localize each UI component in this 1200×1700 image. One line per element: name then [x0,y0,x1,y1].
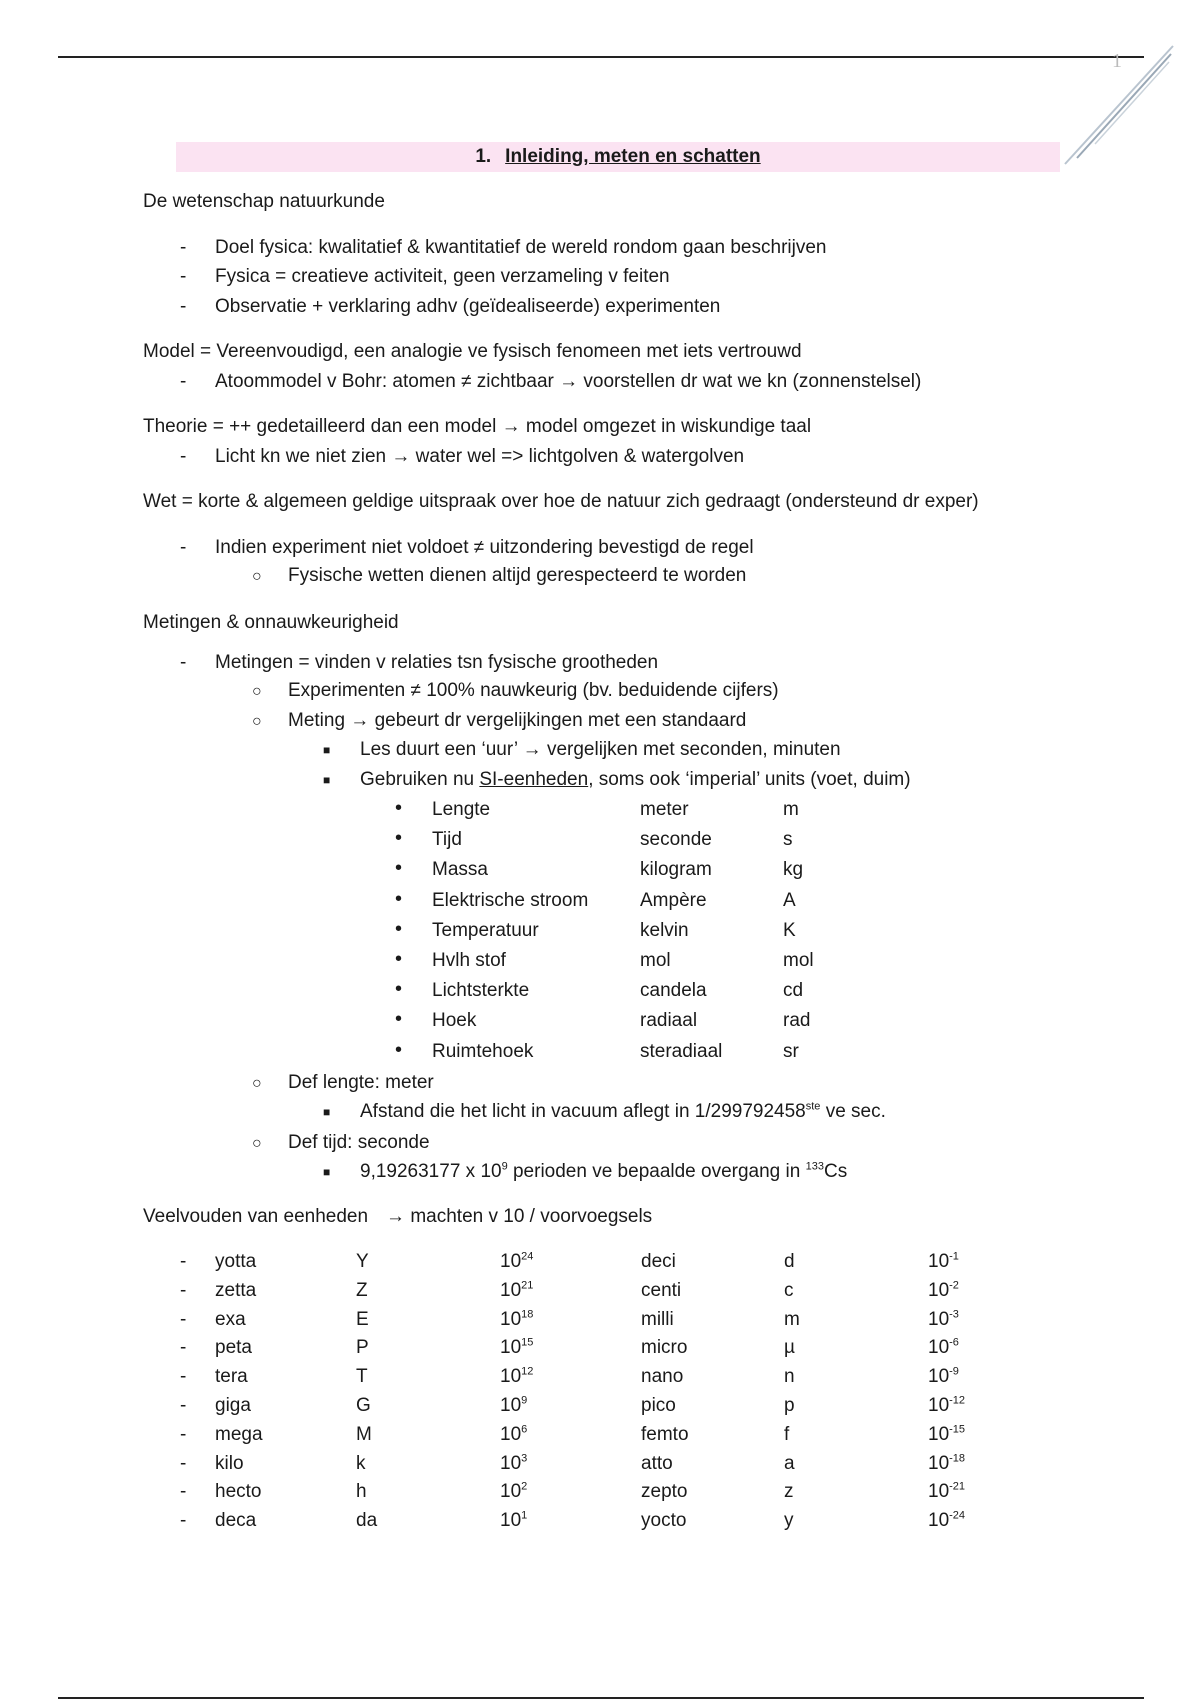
prefix-power [500,1481,527,1503]
power-base: 10 [928,1510,950,1532]
cs-sup: 133 [805,1160,824,1173]
list-item: Indien experiment niet voldoet ≠ uitzondering bevestigd de regel [215,537,754,558]
prefix-power [500,1280,533,1302]
prefix-name-small: milli [641,1308,674,1330]
dash-bullet: - [180,371,187,392]
si-unit-name: Ampère [640,889,707,911]
round-bullet: • [395,948,403,970]
si-unit-name: radiaal [640,1010,698,1032]
prefix-name-small: pico [641,1395,676,1416]
power-base: 10 [500,1366,522,1388]
prefix-name-small: femto [641,1423,689,1445]
dash-bullet: - [180,266,187,287]
power-exponent: 24 [521,1250,534,1263]
dash-bullet: - [180,1395,187,1416]
power-exponent: 18 [521,1308,534,1321]
veelvouden-title: Veelvouden van eenheden [143,1206,369,1227]
chapter-number: 1. [475,146,492,167]
gebruik-text-a: Gebruiken nu [360,769,480,790]
prefix-power [500,1309,533,1331]
prefix-power-small [928,1280,959,1302]
power-base: 10 [928,1337,950,1359]
square-bullet: ■ [323,1165,331,1179]
dash-bullet: - [180,1452,187,1474]
circle-bullet: ○ [252,713,262,730]
cs-exp: 9 [501,1160,508,1173]
prefix-symbol-small: a [784,1452,795,1474]
header-rule [58,56,1144,58]
si-unit-name: mol [640,950,671,971]
prefix-symbol: E [356,1308,369,1330]
prefix-name-small: centi [641,1279,682,1301]
prefix-name-small: nano [641,1366,684,1388]
si-quantity: Lengte [432,799,491,820]
prefix-power [500,1337,533,1359]
si-unit-name: seconde [640,829,712,851]
theorie-line: Theorie = ++ gedetailleerd dan een model → model omgezet in wiskundige taal [143,416,812,437]
list-item: Doel fysica: kwalitatief & kwantitatief de wereld rondom gaan beschrijven [215,237,827,258]
prefix-symbol-small: c [784,1279,794,1301]
round-bullet: • [395,857,403,880]
power-base: 10 [928,1308,950,1330]
section-title: De wetenschap natuurkunde [143,191,385,212]
list-subsubitem [360,1101,886,1123]
cs-text-a: 9,19263177 x 10 [360,1161,502,1182]
round-bullet: • [395,978,403,1001]
prefix-power-small [928,1395,965,1417]
si-unit-symbol: mol [783,950,814,971]
prefix-symbol: M [356,1423,372,1445]
prefix-power [500,1510,527,1532]
dash-bullet: - [180,296,187,317]
prefix-name-small: micro [641,1337,688,1359]
prefix-name: exa [215,1308,246,1330]
si-unit-symbol: s [783,829,793,851]
list-subitem: Experimenten ≠ 100% nauwkeurig (bv. beduidende cijfers) [288,680,779,701]
si-quantity: Ruimtehoek [432,1040,534,1062]
cs-text-b: perioden ve bepaalde overgang in [507,1161,806,1182]
gebruik-text-b: , soms ook ‘imperial’ units (voet, duim) [588,769,911,790]
prefix-symbol: G [356,1395,371,1416]
chapter-title: Inleiding, meten en schatten [505,146,761,167]
power-exponent: -24 [949,1509,966,1522]
power-exponent: -3 [949,1308,959,1321]
circle-bullet: ○ [252,568,262,585]
prefix-name: yotta [215,1251,257,1272]
prefix-symbol: k [356,1452,366,1474]
prefix-power-small [928,1309,959,1331]
list-subitem: Fysische wetten dienen altijd gerespecteerd te worden [288,565,747,586]
si-quantity: Elektrische stroom [432,889,589,911]
afstand-text: Afstand die het licht in vacuum aflegt in 1/299792458 [360,1101,806,1122]
prefix-power [500,1366,533,1388]
prefix-symbol: T [356,1366,368,1388]
dash-bullet: - [180,652,187,673]
dash-bullet: - [180,1510,187,1532]
veelvouden-subtitle: → machten v 10 / voorvoegsels [386,1206,653,1227]
prefix-name-small: deci [641,1251,676,1272]
corner-decoration [1055,40,1175,170]
list-subitem: Meting → gebeurt dr vergelijkingen met een standaard [288,710,747,731]
round-bullet: • [395,1038,403,1061]
dash-bullet: - [180,446,187,467]
circle-bullet: ○ [252,1135,262,1152]
prefix-symbol-small: z [784,1481,794,1503]
prefix-power-small [928,1337,959,1359]
power-exponent: 3 [521,1452,528,1465]
si-unit-symbol: m [783,799,799,820]
prefix-power-small [928,1453,965,1475]
si-unit-name: steradiaal [640,1040,723,1062]
power-base: 10 [500,1395,522,1416]
prefix-name: kilo [215,1452,244,1474]
prefix-power [500,1251,533,1273]
power-base: 10 [500,1452,522,1474]
cs-text-c: Cs [823,1161,848,1182]
prefix-symbol-small: y [784,1510,794,1532]
si-unit-name: kilogram [640,859,712,881]
prefix-symbol: P [356,1337,369,1359]
si-quantity: Hoek [432,1010,477,1032]
prefix-power-small [928,1481,965,1503]
si-quantity: Lichtsterkte [432,980,530,1002]
power-base: 10 [928,1423,950,1445]
prefix-name-small: yocto [641,1510,687,1532]
power-exponent: -21 [949,1481,966,1494]
page-number: 1 [1112,50,1122,72]
list-subsubitem [360,1161,847,1183]
si-unit-name: candela [640,980,707,1002]
power-base: 10 [500,1251,522,1272]
prefix-power [500,1424,527,1446]
prefix-power-small [928,1251,959,1273]
list-subitem: Def lengte: meter [288,1072,434,1093]
si-quantity: Tijd [432,829,462,851]
power-base: 10 [928,1452,950,1474]
power-exponent: 6 [521,1423,528,1436]
power-base: 10 [500,1337,522,1359]
round-bullet: • [395,1008,403,1031]
power-base: 10 [928,1481,950,1503]
square-bullet: ■ [323,773,331,787]
power-exponent: 15 [521,1337,534,1350]
si-unit-symbol: cd [783,980,804,1002]
power-exponent: -18 [949,1452,966,1465]
power-exponent: 21 [521,1279,534,1292]
prefix-name: mega [215,1423,263,1445]
list-item: Licht kn we niet zien → water wel => lichtgolven & watergolven [215,446,745,467]
prefix-symbol-small: f [784,1423,790,1445]
power-exponent: 12 [521,1365,534,1378]
afstand-end: ve sec. [820,1101,886,1122]
power-base: 10 [928,1279,950,1301]
power-exponent: -9 [949,1365,959,1378]
power-exponent: -12 [949,1394,966,1407]
power-base: 10 [928,1395,950,1416]
prefix-power-small [928,1424,965,1446]
power-exponent: -15 [949,1423,966,1436]
prefix-name: giga [215,1395,251,1416]
dash-bullet: - [180,1251,187,1272]
prefix-symbol: h [356,1481,367,1503]
square-bullet: ■ [323,1105,331,1119]
dash-bullet: - [180,1423,187,1445]
prefix-power [500,1395,527,1417]
list-subitem: Def tijd: seconde [288,1132,430,1153]
si-unit-symbol: sr [783,1040,799,1062]
power-exponent: 1 [521,1509,528,1522]
footer-rule [58,1697,1144,1699]
si-unit-symbol: K [783,919,796,941]
prefix-symbol-small: p [784,1395,795,1416]
prefix-name-small: atto [641,1452,673,1474]
dash-bullet: - [180,1308,187,1330]
prefix-name: peta [215,1337,252,1359]
si-unit-name: meter [640,799,689,820]
power-exponent: -2 [949,1279,959,1292]
prefix-name: tera [215,1366,248,1388]
section-title: Metingen & onnauwkeurigheid [143,612,399,633]
power-base: 10 [500,1279,522,1301]
si-units-link: SI-eenheden [479,769,589,790]
prefix-symbol-small: m [784,1308,800,1330]
circle-bullet: ○ [252,683,262,700]
round-bullet: • [395,887,403,910]
list-item: Atoommodel v Bohr: atomen ≠ zichtbaar → voorstellen dr wat we kn (zonnenstelsel) [215,371,922,392]
section-title [143,1206,652,1228]
dash-bullet: - [180,1366,187,1388]
chapter-heading [176,146,1060,168]
dash-bullet: - [180,537,187,558]
power-exponent: 9 [521,1394,528,1407]
prefix-symbol-small: n [784,1366,795,1388]
round-bullet: • [395,797,403,819]
si-unit-symbol: A [783,889,796,911]
prefix-name: hecto [215,1481,262,1503]
wet-line: Wet = korte & algemeen geldige uitspraak over hoe de natuur zich gedraagt (ondersteund dr exper) [143,491,979,512]
list-item: Observatie + verklaring adhv (geïdealiseerde) experimenten [215,296,721,317]
square-bullet: ■ [323,743,331,757]
prefix-symbol: Y [356,1251,369,1272]
dash-bullet: - [180,1279,187,1301]
prefix-power-small [928,1510,965,1532]
power-base: 10 [928,1366,950,1388]
prefix-name-small: zepto [641,1481,688,1503]
power-exponent: -1 [949,1250,959,1263]
list-subsubitem: Les duurt een ‘uur’ → vergelijken met seconden, minuten [360,739,841,760]
list-subsubitem [360,769,911,791]
prefix-power-small [928,1366,959,1388]
power-exponent: 2 [521,1481,528,1494]
prefix-symbol: Z [356,1279,368,1301]
afstand-sup: ste [805,1100,821,1113]
power-base: 10 [928,1251,950,1272]
dash-bullet: - [180,1337,187,1359]
power-exponent: -6 [949,1337,959,1350]
power-base: 10 [500,1481,522,1503]
round-bullet: • [395,827,403,850]
si-unit-symbol: rad [783,1010,811,1032]
power-base: 10 [500,1308,522,1330]
prefix-symbol: da [356,1510,378,1532]
si-unit-name: kelvin [640,919,689,941]
prefix-power [500,1453,527,1475]
si-unit-symbol: kg [783,859,804,881]
prefix-symbol-small: d [784,1251,795,1272]
si-quantity: Massa [432,859,488,881]
dash-bullet: - [180,237,187,258]
si-quantity: Hvlh stof [432,950,506,971]
list-item: Metingen = vinden v relaties tsn fysische grootheden [215,652,659,673]
list-item: Fysica = creatieve activiteit, geen verzameling v feiten [215,266,670,287]
round-bullet: • [395,917,403,940]
model-line: Model = Vereenvoudigd, een analogie ve fysisch fenomeen met iets vertrouwd [143,341,802,362]
circle-bullet: ○ [252,1075,262,1092]
power-base: 10 [500,1510,522,1532]
si-quantity: Temperatuur [432,919,539,941]
prefix-name: zetta [215,1279,257,1301]
prefix-name: deca [215,1510,257,1532]
prefix-symbol-small: µ [784,1337,795,1359]
power-base: 10 [500,1423,522,1445]
dash-bullet: - [180,1481,187,1503]
